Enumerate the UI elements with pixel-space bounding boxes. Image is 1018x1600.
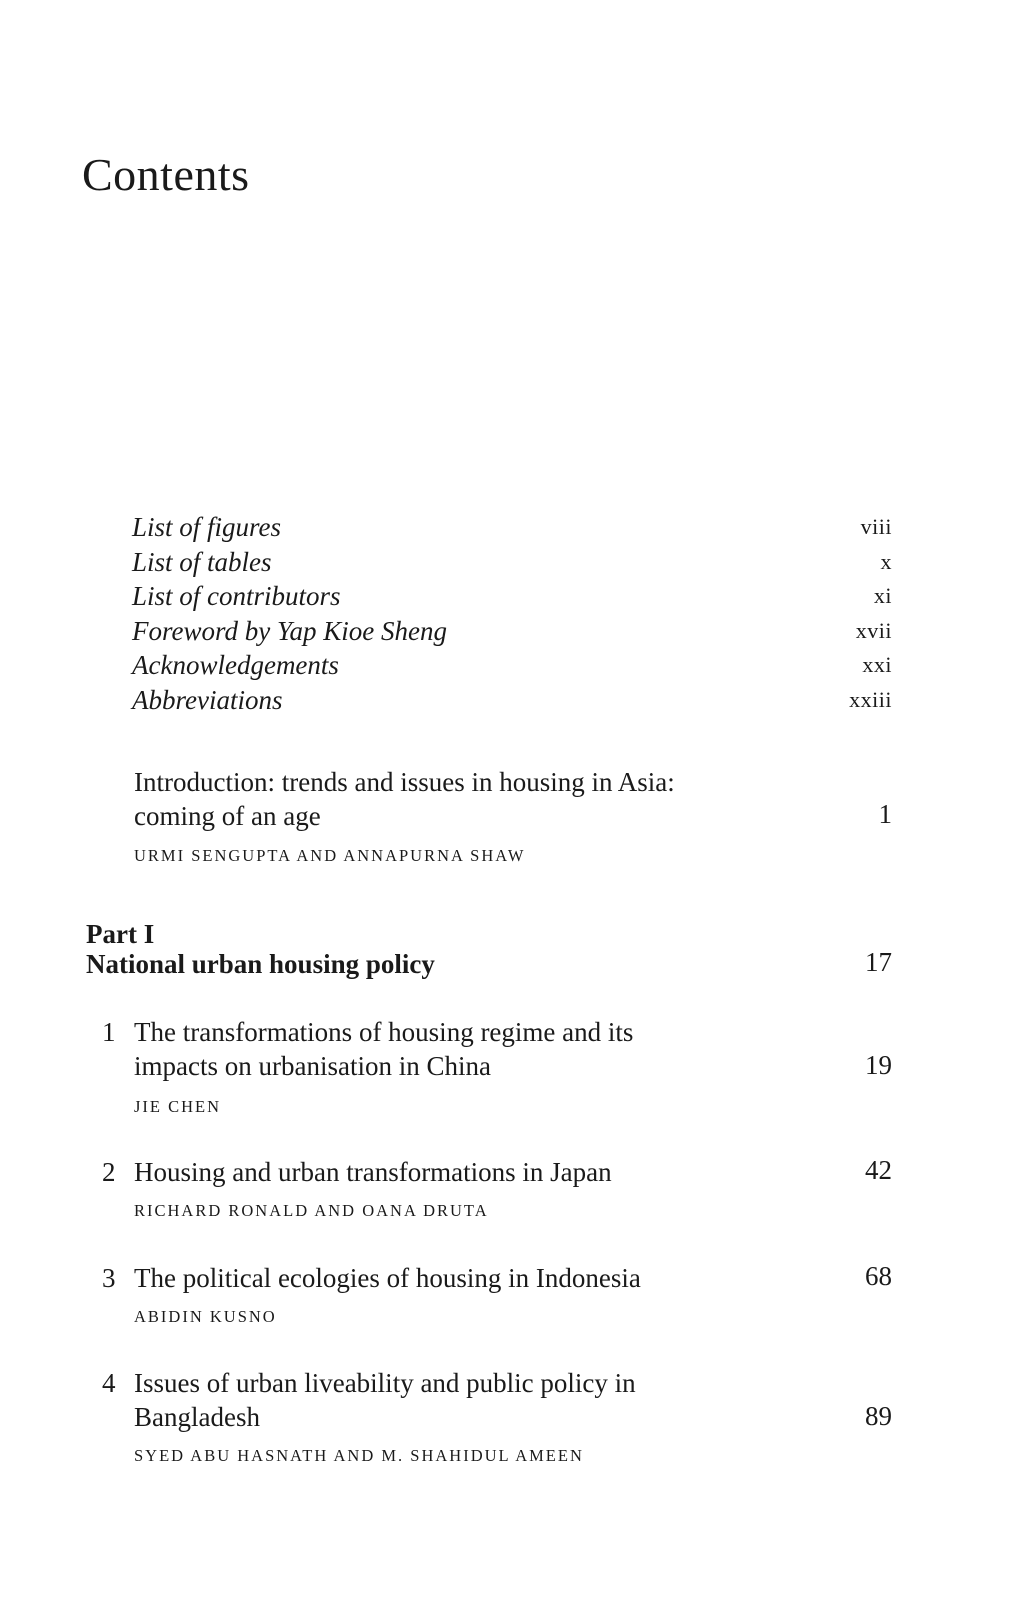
front-matter-item [132, 579, 892, 614]
introduction-entry [82, 765, 892, 875]
chapter-title-line1: Issues of urban liveability and public policy in [134, 1368, 636, 1398]
front-matter-item [132, 648, 892, 683]
front-matter-label: List of figures [132, 512, 282, 542]
chapter-authors: SYED ABU HASNATH AND M. SHAHIDUL AMEEN [134, 1446, 584, 1465]
chapter-title-line1: The political ecologies of housing in Indonesia [134, 1263, 641, 1293]
chapter-page: 42 [865, 1155, 892, 1185]
chapter-number: 4 [102, 1368, 116, 1398]
front-matter-page: xi [873, 583, 892, 608]
chapter-entry [82, 1155, 892, 1225]
front-matter-item [132, 683, 892, 718]
chapter-number: 1 [102, 1017, 116, 1047]
front-matter-label: List of contributors [132, 581, 341, 611]
chapter-title-line1: The transformations of housing regime and its [134, 1017, 634, 1047]
front-matter-label: Acknowledgements [132, 650, 339, 680]
chapter-page: 89 [865, 1401, 892, 1431]
front-matter-page: xxiii [849, 686, 892, 712]
chapter-entry [82, 1015, 892, 1125]
chapter-page: 68 [865, 1261, 892, 1291]
front-matter-page: xxi [862, 652, 892, 677]
introduction-title-line2: coming of an age [134, 801, 321, 831]
chapter-title-line2: Bangladesh [134, 1402, 260, 1432]
chapter-page: 19 [865, 1050, 892, 1080]
chapter-title-line2: impacts on urbanisation in China [134, 1051, 491, 1081]
part-label: Part I [86, 919, 155, 949]
chapter-entry [82, 1261, 892, 1331]
front-matter-list [132, 510, 892, 717]
front-matter-page: viii [860, 514, 892, 539]
part-page: 17 [865, 947, 892, 977]
front-matter-page: xvii [855, 617, 892, 643]
front-matter-label: List of tables [132, 546, 272, 577]
front-matter-page: x [880, 548, 892, 574]
chapter-number: 3 [102, 1263, 116, 1293]
chapter-authors: RICHARD RONALD AND OANA DRUTA [134, 1201, 489, 1220]
front-matter-label: Foreword by Yap Kioe Sheng [132, 615, 447, 646]
part-title: National urban housing policy [86, 949, 435, 979]
chapter-number: 2 [102, 1157, 116, 1187]
introduction-authors: URMI SENGUPTA AND ANNAPURNA SHAW [134, 846, 526, 865]
introduction-title-line1: Introduction: trends and issues in housing in Asia: [134, 767, 675, 797]
front-matter-item [132, 510, 892, 545]
chapter-title-line1: Housing and urban transformations in Japan [134, 1157, 612, 1187]
introduction-page: 1 [878, 799, 892, 829]
front-matter-item [132, 545, 892, 580]
chapter-entry [82, 1366, 892, 1476]
chapter-authors: JIE CHEN [134, 1097, 222, 1116]
front-matter-item [132, 614, 892, 649]
page-title: Contents [82, 149, 250, 200]
front-matter-label: Abbreviations [132, 684, 283, 715]
chapter-authors: ABIDIN KUSNO [134, 1307, 277, 1326]
